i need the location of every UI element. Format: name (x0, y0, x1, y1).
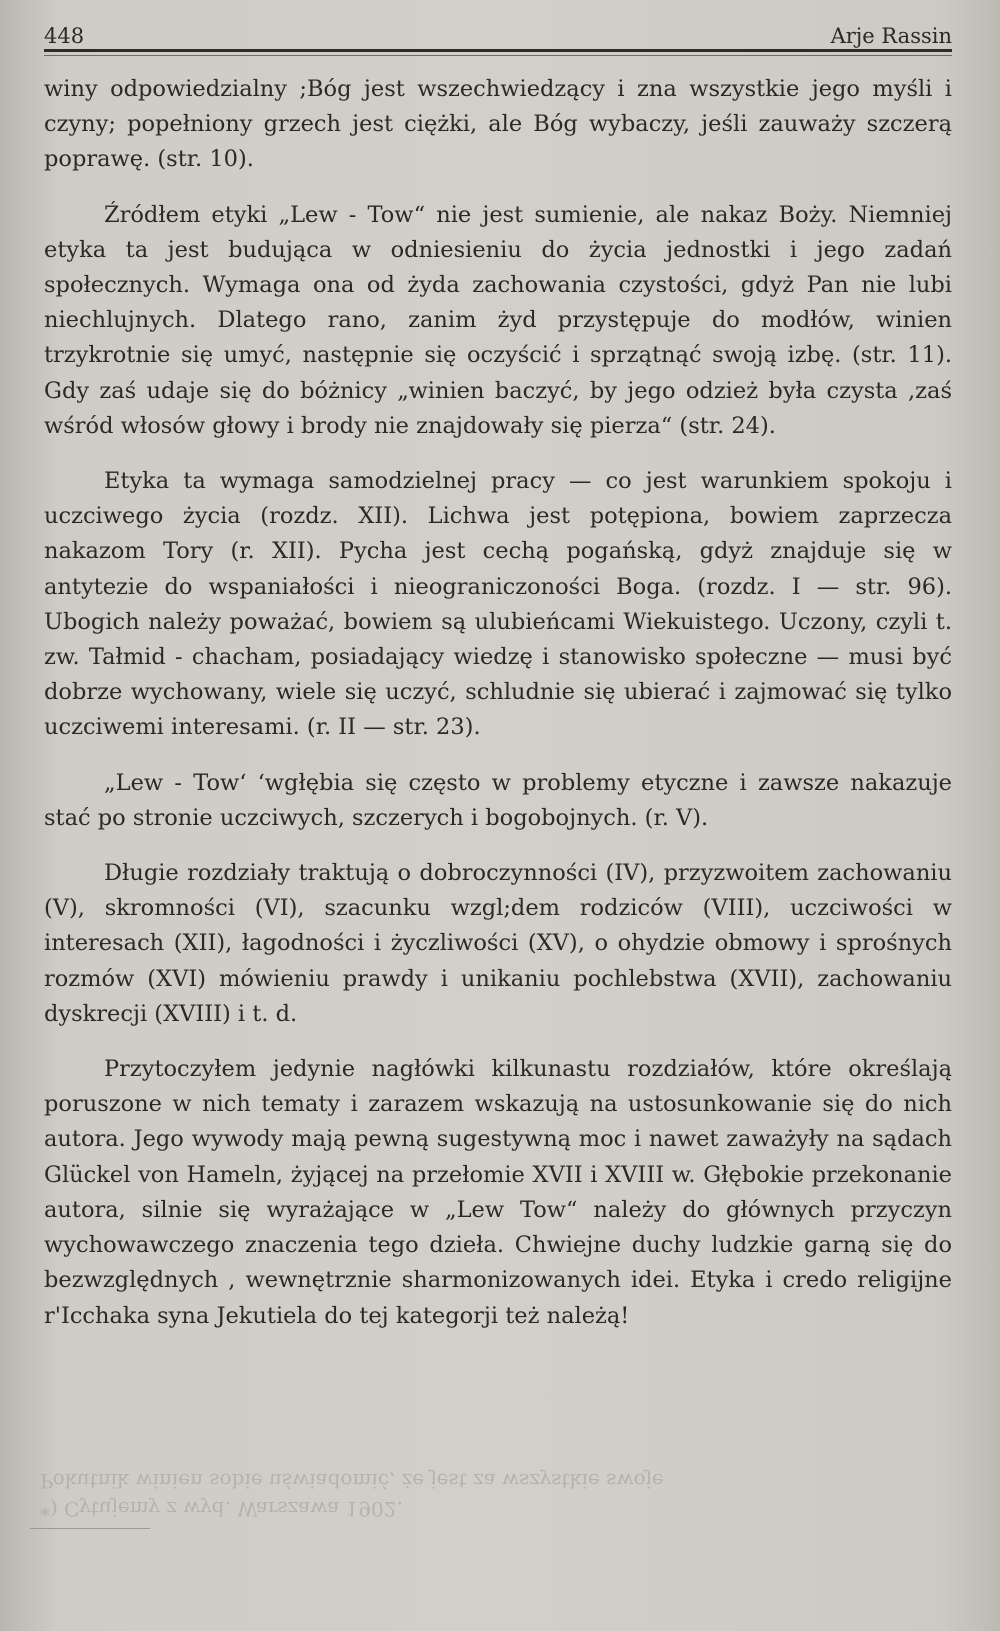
bleed-through-footnote: *) Cytujemy z wyd. Warszawa 1902. (40, 1497, 403, 1521)
header-rule-thin (44, 55, 952, 56)
header-rule (44, 49, 952, 52)
body-text (44, 72, 952, 1354)
page-number: 448 (44, 24, 85, 48)
paragraph: Długie rozdziały traktują o dobroczynności (IV), przyzwoitem zachowaniu (V), skromności (VI), szacunku wzgl;dem rodziców (VIII), uczciwości w interesach (XII), łagodności i życzliwości (XV), o ohydzie obmowy i sprośnych rozmów (XVI) mówieniu prawdy i unikaniu pochlebstwa (XVII), zachowaniu dyskrecji (XVIII) i t. d. (44, 860, 952, 1027)
running-head-author: Arje Rassin (830, 24, 952, 48)
bleed-through-text (40, 1465, 952, 1521)
bleed-through-line: Pokutnik winien sobie uświadomić, że jest za wszystkie swoje (40, 1469, 664, 1493)
paragraph: winy odpowiedzialny ;Bóg jest wszechwiedzący i zna wszystkie jego myśli i czyny; popełniony grzech jest ciężki, ale Bóg wybaczy, jeśli zauważy szczerą poprawę. (str. 10). (44, 76, 952, 173)
paragraph: Źródłem etyki „Lew - Tow“ nie jest sumienie, ale nakaz Boży. Niemniej etyka ta jest budująca w odniesieniu do życia jednostki i jego zadań społecznych. Wymaga ona od żyda zachowania czystości, gdyż Pan nie lubi niechlujnych. Dlatego rano, zanim żyd przystępuje do modłów, winien trzykrotnie się umyć, następnie się oczyścić i sprzątnąć swoją izbę. (str. 11). Gdy zaś udaje się do bóżnicy „winien baczyć, by jego odzież była czysta ,zaś wśród włosów głowy i brody nie znajdowały się pierza“ (str. 24). (44, 201, 952, 439)
paragraph: Etyka ta wymaga samodzielnej pracy — co jest warunkiem spokoju i uczciwego życia (rozdz. XII). Lichwa jest potępiona, bowiem zaprzecza nakazom Tory (r. XII). Pycha jest cechą pogańską, gdyż znajduje się w antytezie do wspaniałości i nieograniczoności Boga. (rozdz. I — str. 96). Ubogich należy poważać, bowiem są ulubieńcami Wiekuistego. Uczony, czyli t. zw. Tałmid - chacham, posiadający wiedzę i stanowisko społeczne — musi być dobrze wychowany, wiele się uczyć, schludnie się ubierać i zajmować się tylko uczciwemi interesami. (r. II — str. 23). (44, 468, 952, 741)
paragraph: Przytoczyłem jedynie nagłówki kilkunastu rozdziałów, które określają poruszone w nich tematy i zarazem wskazują na ustosunkowanie się do nich autora. Jego wywody mają pewną sugestywną moc i nawet zaważyły na sądach Glückel von Hameln, żyjącej na przełomie XVII i XVIII w. Głębokie przekonanie autora, silnie się wyrażające w „Lew Tow“ należy do głównych przyczyn wychowawczego znaczenia tego dzieła. Chwiejne duchy ludzkie garną się do bezwzględnych , wewnętrznie sharmonizowanych idei. Etyka i credo religijne r'Icchaka syna Jekutiela do tej kategorji też należą! (44, 1056, 952, 1329)
running-header (44, 12, 952, 48)
bleed-through-footnote-rule (30, 1528, 150, 1529)
paragraph: „Lew - Tow‘ ‘wgłębia się często w problemy etyczne i zawsze nakazuje stać po stronie uczciwych, szczerych i bogobojnych. (r. V). (44, 769, 952, 831)
